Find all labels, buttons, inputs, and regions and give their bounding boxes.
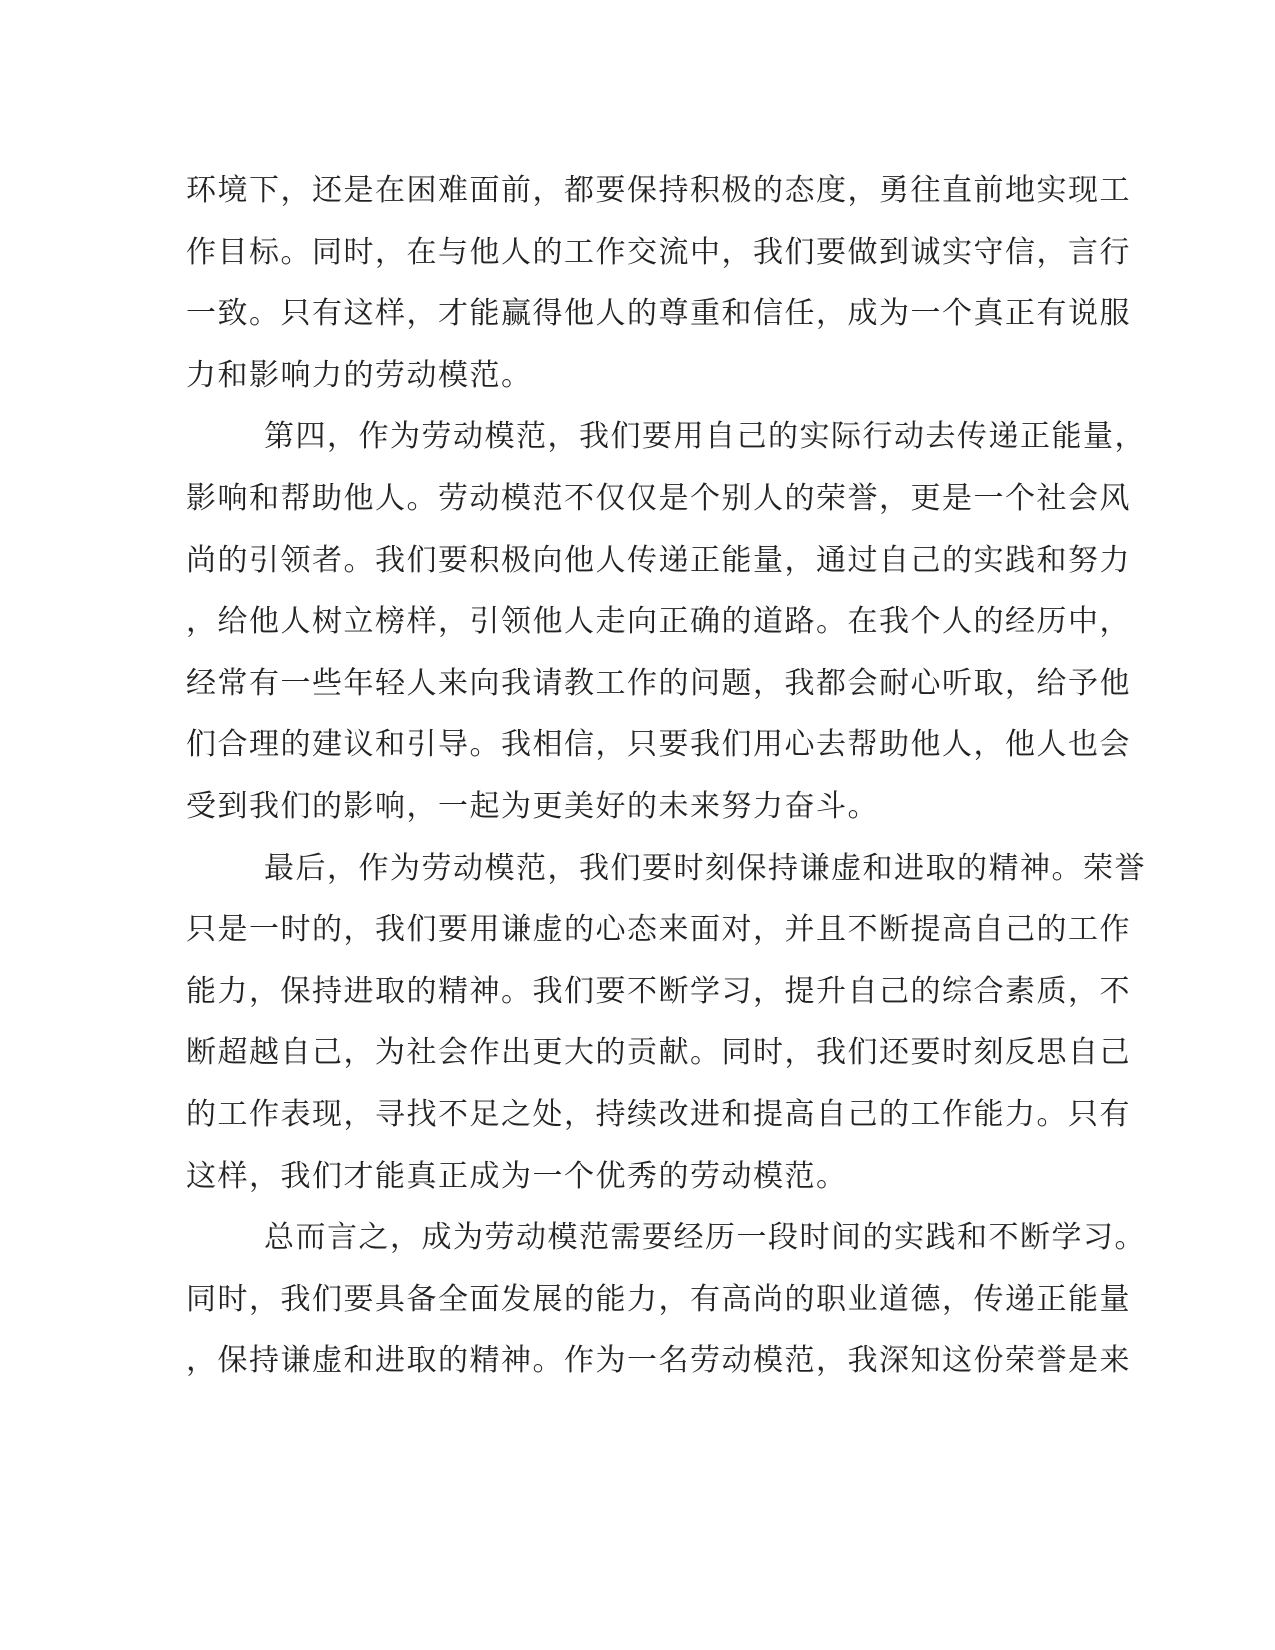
text-line: 影响和帮助他人。劳动模范不仅仅是个别人的荣誉，更是一个社会风 bbox=[186, 480, 1131, 516]
text-line: 一致。只有这样，才能赢得他人的尊重和信任，成为一个真正有说服 bbox=[186, 296, 1131, 332]
text-line: 作目标。同时，在与他人的工作交流中，我们要做到诚实守信，言行 bbox=[186, 234, 1131, 270]
text-line: 经常有一些年轻人来向我请教工作的问题，我都会耐心听取，给予他 bbox=[186, 665, 1131, 701]
paragraph bbox=[186, 838, 1146, 1208]
body-text bbox=[186, 160, 1146, 1392]
text-line: 的工作表现，寻找不足之处，持续改进和提高自己的工作能力。只有 bbox=[186, 1096, 1131, 1132]
text-line: 这样，我们才能真正成为一个优秀的劳动模范。 bbox=[186, 1158, 848, 1194]
text-line: ，保持谦虚和进取的精神。作为一名劳动模范，我深知这份荣誉是来 bbox=[186, 1343, 1131, 1379]
text-line: 受到我们的影响，一起为更美好的未来努力奋斗。 bbox=[186, 788, 879, 824]
text-line: 同时，我们要具备全面发展的能力，有高尚的职业道德，传递正能量 bbox=[186, 1281, 1131, 1317]
text-line: 最后，作为劳动模范，我们要时刻保持谦虚和进取的精神。荣誉 bbox=[264, 850, 1146, 886]
paragraph bbox=[186, 160, 1131, 406]
text-line: 们合理的建议和引导。我相信，只要我们用心去帮助他人，他人也会 bbox=[186, 727, 1131, 763]
text-line: 力和影响力的劳动模范。 bbox=[186, 357, 533, 393]
text-line: 总而言之，成为劳动模范需要经历一段时间的实践和不断学习。 bbox=[264, 1220, 1146, 1256]
text-line: 环境下，还是在困难面前，都要保持积极的态度，勇往直前地实现工 bbox=[186, 173, 1131, 208]
paragraph bbox=[186, 406, 1146, 837]
text-line: 只是一时的，我们要用谦虚的心态来面对，并且不断提高自己的工作 bbox=[186, 912, 1131, 948]
text-line: 断超越自己，为社会作出更大的贡献。同时，我们还要时刻反思自己 bbox=[186, 1035, 1131, 1071]
paragraph bbox=[186, 1207, 1146, 1392]
text-line: 能力，保持进取的精神。我们要不断学习，提升自己的综合素质，不 bbox=[186, 973, 1131, 1009]
text-line: 第四，作为劳动模范，我们要用自己的实际行动去传递正能量， bbox=[264, 419, 1146, 455]
text-line: ，给他人树立榜样，引领他人走向正确的道路。在我个人的经历中， bbox=[186, 604, 1131, 640]
text-line: 尚的引领者。我们要积极向他人传递正能量，通过自己的实践和努力 bbox=[186, 542, 1131, 578]
